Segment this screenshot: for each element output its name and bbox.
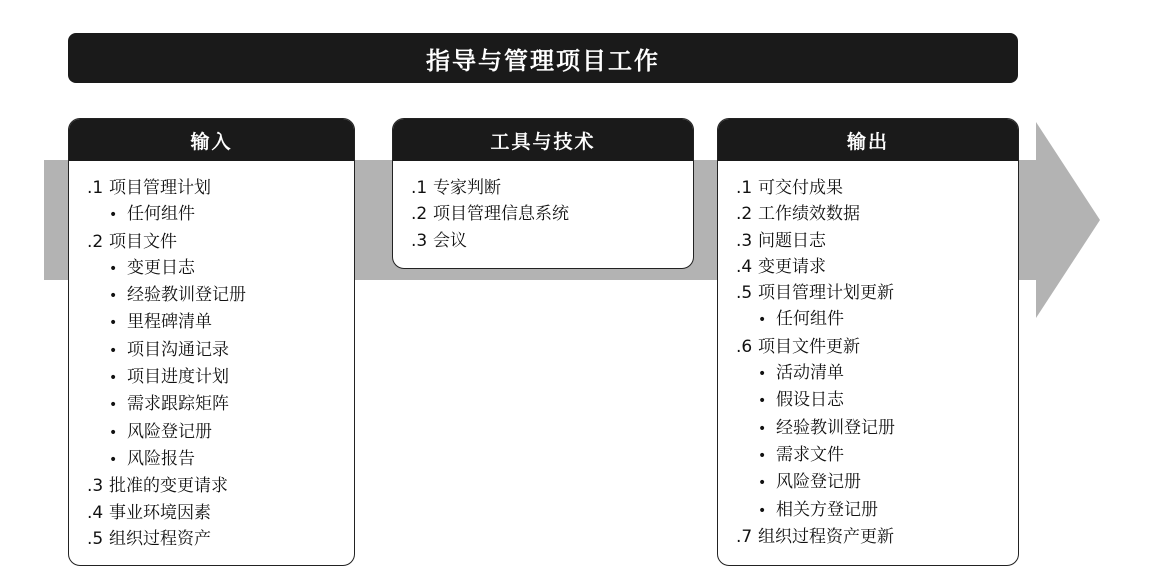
tools-header: [393, 119, 693, 161]
item-label: 变更请求: [758, 256, 826, 277]
title-banner: [68, 33, 1018, 83]
item-number: .5: [87, 528, 104, 549]
sub-list-item: [736, 469, 1018, 496]
tools-header-label: 工具与技术: [490, 130, 596, 153]
sub-list-item: [87, 391, 354, 418]
bullet-icon: •: [758, 393, 767, 410]
list-item: [736, 175, 1018, 201]
tools-list: [393, 161, 693, 254]
sub-item-label: 风险登记册: [776, 472, 861, 493]
item-label: 组织过程资产: [109, 528, 211, 549]
item-label: 项目文件更新: [758, 336, 860, 357]
item-label: 项目文件: [109, 231, 177, 252]
bullet-icon: •: [109, 207, 118, 224]
bullet-icon: •: [109, 424, 118, 441]
sub-item-label: 里程碑清单: [127, 312, 212, 333]
list-item: [87, 526, 354, 552]
item-number: .7: [736, 526, 753, 547]
item-number: .2: [736, 204, 753, 225]
sub-list-item: [736, 442, 1018, 469]
item-label: 事业环境因素: [109, 502, 211, 523]
bullet-icon: •: [109, 315, 118, 332]
list-item: [87, 473, 354, 499]
sub-item-label: 风险登记册: [127, 421, 212, 442]
sub-list-item: [87, 309, 354, 336]
sub-list-item: [736, 360, 1018, 387]
bullet-icon: •: [109, 451, 118, 468]
list-item: [411, 175, 693, 201]
list-item: [736, 201, 1018, 227]
outputs-header-label: 输出: [846, 130, 889, 153]
inputs-header-label: 输入: [190, 130, 233, 153]
item-number: .4: [87, 502, 104, 523]
sub-list-item: [87, 364, 354, 391]
sub-list-item: [87, 337, 354, 364]
sub-item-label: 变更日志: [127, 257, 195, 278]
sub-item-label: 风险报告: [127, 448, 195, 469]
sub-item-label: 任何组件: [776, 309, 844, 330]
outputs-list: [718, 161, 1018, 550]
list-item: [736, 280, 1018, 306]
sub-item-label: 活动清单: [776, 363, 844, 384]
inputs-list: [69, 161, 354, 552]
item-number: .2: [87, 231, 104, 252]
sub-list-item: [87, 201, 354, 228]
list-item: [736, 228, 1018, 254]
tools-box: [392, 118, 694, 269]
item-label: 会议: [433, 230, 467, 251]
sub-list-item: [736, 415, 1018, 442]
sub-item-label: 项目沟通记录: [127, 339, 229, 360]
item-number: .3: [411, 230, 428, 251]
sub-list-item: [87, 446, 354, 473]
sub-list-item: [736, 497, 1018, 524]
item-label: 组织过程资产更新: [758, 526, 894, 547]
bullet-icon: •: [758, 420, 767, 437]
item-number: .3: [736, 230, 753, 251]
sub-list-item: [87, 282, 354, 309]
sub-item-label: 需求文件: [776, 444, 844, 465]
item-number: .3: [87, 476, 104, 497]
bullet-icon: •: [758, 447, 767, 464]
sub-list-item: [87, 255, 354, 282]
item-label: 项目管理计划: [109, 178, 211, 198]
outputs-box: [717, 118, 1019, 566]
item-number: .1: [736, 178, 753, 198]
bullet-icon: •: [109, 288, 118, 305]
sub-item-label: 任何组件: [127, 204, 195, 225]
bullet-icon: •: [758, 312, 767, 329]
item-number: .5: [736, 283, 753, 304]
item-number: .1: [87, 178, 104, 198]
outputs-header: [718, 119, 1018, 161]
bullet-icon: •: [758, 366, 767, 383]
inputs-header: [69, 119, 354, 161]
item-label: 批准的变更请求: [109, 476, 228, 497]
list-item: [736, 254, 1018, 280]
sub-item-label: 经验教训登记册: [127, 285, 246, 306]
bullet-icon: •: [109, 342, 118, 359]
page-title: 指导与管理项目工作: [426, 46, 660, 75]
sub-item-label: 需求跟踪矩阵: [127, 394, 229, 415]
bullet-icon: •: [758, 475, 767, 492]
item-label: 问题日志: [758, 230, 826, 251]
sub-list-item: [736, 306, 1018, 333]
item-label: 项目管理信息系统: [433, 204, 569, 225]
list-item: [87, 229, 354, 255]
sub-list-item: [87, 419, 354, 446]
list-item: [87, 175, 354, 201]
bullet-icon: •: [109, 370, 118, 387]
inputs-box: [68, 118, 355, 566]
list-item: [411, 201, 693, 227]
list-item: [87, 500, 354, 526]
sub-item-label: 相关方登记册: [776, 499, 878, 520]
item-label: 可交付成果: [758, 178, 843, 198]
list-item: [736, 334, 1018, 360]
item-number: .6: [736, 336, 753, 357]
sub-item-label: 经验教训登记册: [776, 417, 895, 438]
item-number: .1: [411, 178, 428, 198]
sub-item-label: 项目进度计划: [127, 367, 229, 388]
sub-item-label: 假设日志: [776, 390, 844, 411]
sub-list-item: [736, 387, 1018, 414]
item-label: 专家判断: [433, 178, 501, 198]
item-label: 项目管理计划更新: [758, 283, 894, 304]
bullet-icon: •: [758, 502, 767, 519]
item-label: 工作绩效数据: [758, 204, 860, 225]
item-number: .4: [736, 256, 753, 277]
bullet-icon: •: [109, 397, 118, 414]
item-number: .2: [411, 204, 428, 225]
list-item: [736, 524, 1018, 550]
bullet-icon: •: [109, 260, 118, 277]
list-item: [411, 228, 693, 254]
